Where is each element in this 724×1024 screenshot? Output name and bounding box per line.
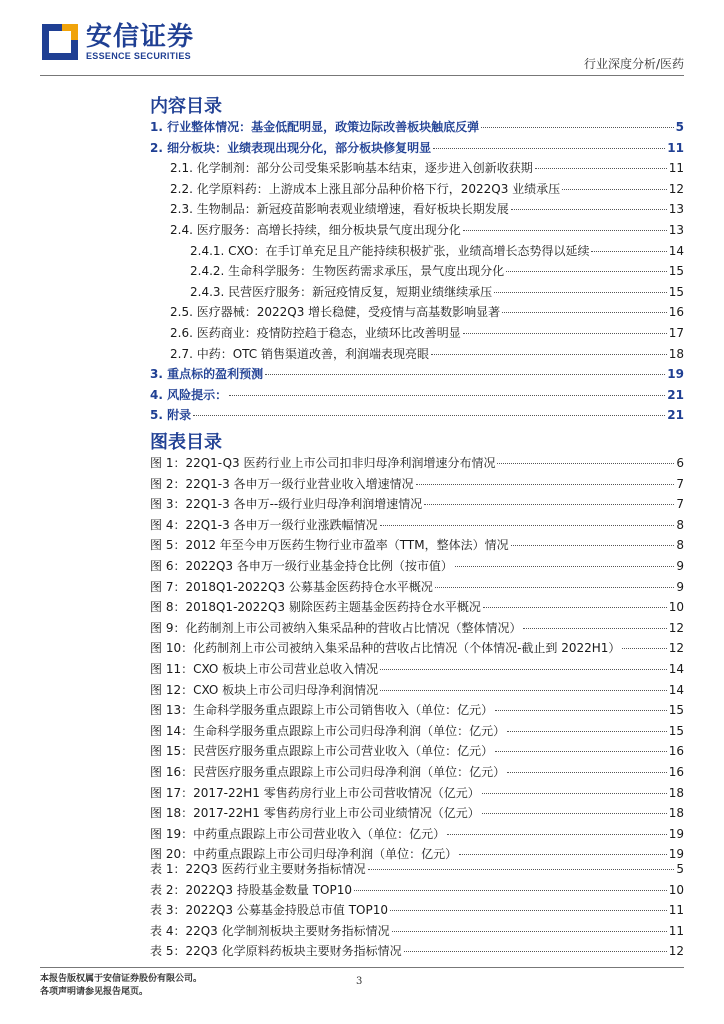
dot-leader	[463, 333, 667, 334]
dot-leader	[380, 525, 675, 526]
figure-entry[interactable]	[150, 804, 684, 825]
figure-entry-text: 图 3：22Q1-3 各申万--级行业归母净利润增速情况	[150, 497, 423, 512]
dot-leader	[535, 168, 667, 169]
toc-entry-page: 11	[667, 140, 684, 155]
dot-leader	[502, 312, 667, 313]
dot-leader	[507, 731, 667, 732]
figure-entry-text: 图 1：22Q1-Q3 医药行业上市公司扣非归母净利润增速分布情况	[150, 456, 496, 470]
table-entry[interactable]	[150, 860, 684, 881]
dot-leader	[495, 751, 667, 752]
toc-entry[interactable]	[150, 283, 684, 304]
figure-entry-page: 8	[676, 538, 684, 553]
table-entry-page: 11	[668, 903, 684, 918]
figure-entry-text: 图 20：中药重点跟踪上市公司归母净利润（单位：亿元）	[150, 847, 458, 862]
figure-entry[interactable]	[150, 495, 684, 516]
toc-entry-text: 2.5. 医疗器械：2022Q3 增长稳健，受疫情与高基数影响显著	[170, 305, 501, 320]
toc-entry[interactable]	[150, 345, 684, 366]
dot-leader	[380, 669, 667, 670]
toc-entry-page: 5	[675, 120, 684, 134]
dot-leader	[463, 230, 667, 231]
dot-leader	[404, 951, 667, 952]
toc-entry-text: 1. 行业整体情况：基金低配明显，政策边际改善板块触底反弹	[150, 120, 480, 134]
figure-entry[interactable]	[150, 516, 684, 537]
table-entry[interactable]	[150, 942, 684, 963]
figure-entry-page: 14	[668, 682, 684, 697]
figure-entry-text: 图 2：22Q1-3 各申万一级行业营业收入增速情况	[150, 476, 414, 491]
copyright-notice	[40, 973, 202, 999]
page-number: 3	[356, 976, 363, 987]
copyright-line: 本报告版权属于安信证券股份有限公司。	[40, 974, 203, 984]
toc-entry[interactable]	[150, 221, 684, 242]
figure-entry-page: 16	[668, 744, 684, 759]
figure-entry[interactable]	[150, 639, 684, 660]
table-entry-text: 表 3：2022Q3 公募基金持股总市值 TOP10	[150, 903, 388, 918]
report-type: 行业深度分析/医药	[583, 57, 684, 71]
toc-entry-page: 21	[667, 408, 684, 423]
toc-entry-page: 13	[668, 202, 684, 217]
figure-entry-text: 图 14：生命科学服务重点跟踪上市公司归母净利润（单位：亿元）	[150, 723, 506, 738]
table-entry-text: 表 1：22Q3 医药行业主要财务指标情况	[150, 862, 366, 876]
figure-entry-text: 图 4：22Q1-3 各申万一级行业涨跌幅情况	[150, 517, 378, 532]
figure-entry[interactable]	[150, 536, 684, 557]
toc-entry[interactable]	[150, 303, 684, 324]
company-name-cn: 安信证券	[86, 22, 195, 52]
dot-leader	[265, 374, 665, 375]
figure-entry-page: 7	[676, 476, 684, 491]
dot-leader	[431, 354, 667, 355]
company-logo	[40, 22, 194, 62]
figure-entry-text: 图 5：2012 年至今申万医药生物行业市盈率（TTM，整体法）情况	[150, 538, 509, 553]
toc-entry-page: 12	[668, 181, 684, 196]
toc-entry[interactable]	[150, 365, 684, 386]
figure-entry-text: 图 18：2017-22H1 零售药房行业上市公司业绩情况（亿元）	[150, 806, 480, 821]
toc-entry[interactable]	[150, 242, 684, 263]
toc-entry-text: 2.4. 医疗服务：高增长持续，细分板块景气度出现分化	[170, 222, 461, 237]
toc-entry-page: 19	[667, 367, 684, 382]
table-entry-text: 表 5：22Q3 化学原料药板块主要财务指标情况	[150, 944, 402, 959]
figure-entry-page: 19	[668, 826, 684, 841]
table-entry[interactable]	[150, 881, 684, 902]
footer-divider	[40, 967, 684, 968]
figure-entry-page: 12	[668, 641, 684, 656]
figure-entry[interactable]	[150, 660, 684, 681]
figure-entry[interactable]	[150, 619, 684, 640]
toc-entry-text: 2.1. 化学制剂：部分公司受集采影响基本结束，逐步进入创新收获期	[170, 161, 533, 176]
essence-logo-icon	[40, 22, 80, 62]
dot-leader	[424, 504, 674, 505]
dot-leader	[562, 189, 667, 190]
dot-leader	[523, 628, 666, 629]
toc-entry[interactable]	[150, 118, 684, 139]
toc-entry-page: 16	[668, 305, 684, 320]
dot-leader	[416, 484, 675, 485]
toc-entry-text: 2.3. 生物制品：新冠疫苗影响表观业绩增速，看好板块长期发展	[170, 202, 509, 217]
figure-entry-page: 8	[676, 517, 684, 532]
dot-leader	[433, 148, 665, 149]
dot-leader	[481, 127, 674, 128]
toc-entry-text: 2.4.2. 生命科学服务：生物医药需求承压，景气度出现分化	[190, 264, 505, 279]
figure-entry[interactable]	[150, 722, 684, 743]
dot-leader	[435, 587, 675, 588]
figure-entry-page: 10	[668, 600, 684, 615]
toc-entry[interactable]	[150, 324, 684, 345]
figure-entry-page: 14	[668, 661, 684, 676]
company-name-en: ESSENCE SECURITIES	[86, 51, 191, 61]
dot-leader	[390, 910, 667, 911]
dot-leader	[494, 292, 667, 293]
page-header	[0, 0, 724, 80]
figure-entry-text: 图 12：CXO 板块上市公司归母净利润情况	[150, 682, 379, 697]
toc-entry-page: 13	[668, 222, 684, 237]
toc-entry-text: 2.4.1. CXO：在手订单充足且产能持续积极扩张，业绩高增长态势得以延续	[190, 243, 590, 258]
dot-leader	[482, 813, 667, 814]
toc-entry-page: 15	[668, 284, 684, 299]
toc-entry[interactable]	[150, 200, 684, 221]
dot-leader	[622, 648, 666, 649]
figure-entry-page: 15	[668, 703, 684, 718]
dot-leader	[392, 931, 667, 932]
figure-entry-page: 7	[676, 497, 684, 512]
dot-leader	[455, 566, 674, 567]
table-entry[interactable]	[150, 922, 684, 943]
figures-list	[150, 454, 684, 866]
figure-entry-page: 18	[668, 806, 684, 821]
figure-entry[interactable]	[150, 784, 684, 805]
figure-entry-text: 图 10：化药制剂上市公司被纳入集采品种的营收占比情况（个体情况-截止到 2022H1）	[150, 641, 621, 656]
table-entry-text: 表 4：22Q3 化学制剂板块主要财务指标情况	[150, 923, 390, 938]
toc-entry[interactable]	[150, 180, 684, 201]
figure-entry[interactable]	[150, 701, 684, 722]
toc-entry[interactable]	[150, 262, 684, 283]
dot-leader	[507, 772, 667, 773]
figures-title: 图表目录	[150, 432, 222, 453]
table-entry-page: 5	[676, 862, 684, 876]
toc-entry-text: 5. 附录	[150, 408, 192, 423]
toc-list	[150, 118, 684, 427]
toc-entry-text: 2.7. 中药：OTC 销售渠道改善，利润端表现亮眼	[170, 346, 429, 361]
toc-entry-text: 2.4.3. 民营医疗服务：新冠疫情反复，短期业绩继续承压	[190, 284, 493, 299]
toc-entry-page: 17	[668, 325, 684, 340]
toc-entry-text: 2.6. 医药商业：疫情防控趋于稳态，业绩环比改善明显	[170, 325, 461, 340]
dot-leader	[368, 869, 675, 870]
figure-entry-page: 9	[676, 579, 684, 594]
toc-entry[interactable]	[150, 139, 684, 160]
table-entry-page: 12	[668, 944, 684, 959]
dot-leader	[354, 890, 667, 891]
table-entry-page: 10	[668, 882, 684, 897]
dot-leader	[483, 607, 667, 608]
figure-entry-page: 16	[668, 764, 684, 779]
figure-entry-page: 12	[668, 620, 684, 635]
figure-entry[interactable]	[150, 557, 684, 578]
dot-leader	[495, 710, 667, 711]
dot-leader	[511, 209, 667, 210]
toc-entry-text: 4. 风险提示：	[150, 387, 228, 402]
figure-entry-text: 图 7：2018Q1-2022Q3 公募基金医药持仓水平概况	[150, 579, 433, 594]
figure-entry-text: 图 16：民营医疗服务重点跟踪上市公司归母净利润（单位：亿元）	[150, 764, 506, 779]
toc-entry-page: 15	[668, 264, 684, 279]
toc-entry-page: 21	[667, 387, 684, 402]
toc-entry[interactable]	[150, 386, 684, 407]
toc-entry[interactable]	[150, 406, 684, 427]
figure-entry-text: 图 11：CXO 板块上市公司营业总收入情况	[150, 661, 379, 676]
disclaimer-line: 各项声明请参见报告尾页。	[40, 987, 149, 997]
dot-leader	[511, 545, 675, 546]
dot-leader	[591, 251, 666, 252]
figure-entry-page: 18	[668, 785, 684, 800]
table-entry-page: 11	[668, 923, 684, 938]
toc-entry-text: 2.2. 化学原料药：上游成本上涨且部分品种价格下行，2022Q3 业绩承压	[170, 181, 561, 196]
dot-leader	[380, 690, 667, 691]
figure-entry[interactable]	[150, 681, 684, 702]
figure-entry-text: 图 17：2017-22H1 零售药房行业上市公司营收情况（亿元）	[150, 785, 480, 800]
toc-entry-page: 14	[668, 243, 684, 258]
figure-entry-text: 图 19：中药重点跟踪上市公司营业收入（单位：亿元）	[150, 826, 446, 841]
dot-leader	[497, 463, 674, 464]
dot-leader	[459, 854, 667, 855]
toc-title: 内容目录	[150, 96, 222, 117]
dot-leader	[229, 395, 665, 396]
figure-entry[interactable]	[150, 454, 684, 475]
dot-leader	[193, 415, 665, 416]
figure-entry[interactable]	[150, 763, 684, 784]
toc-entry-text: 2. 细分板块：业绩表现出现分化，部分板块修复明显	[150, 140, 432, 155]
figure-entry[interactable]	[150, 825, 684, 846]
header-divider	[40, 75, 684, 76]
tables-list	[150, 860, 684, 963]
toc-entry-page: 11	[668, 161, 684, 176]
figure-entry-text: 图 6：2022Q3 各申万一级行业基金持仓比例（按市值）	[150, 558, 453, 573]
figure-entry-text: 图 15：民营医疗服务重点跟踪上市公司营业收入（单位：亿元）	[150, 744, 494, 759]
figure-entry-page: 9	[676, 558, 684, 573]
toc-entry-page: 18	[668, 346, 684, 361]
figure-entry-page: 15	[668, 723, 684, 738]
table-entry-text: 表 2：2022Q3 持股基金数量 TOP10	[150, 882, 352, 897]
figure-entry-page: 6	[676, 456, 684, 470]
dot-leader	[482, 793, 667, 794]
dot-leader	[447, 834, 667, 835]
dot-leader	[506, 271, 667, 272]
toc-entry-text: 3. 重点标的盈利预测	[150, 367, 264, 382]
figure-entry-text: 图 9：化药制剂上市公司被纳入集采品种的营收占比情况（整体情况）	[150, 620, 522, 635]
figure-entry[interactable]	[150, 742, 684, 763]
figure-entry[interactable]	[150, 598, 684, 619]
figure-entry[interactable]	[150, 475, 684, 496]
table-entry[interactable]	[150, 901, 684, 922]
figure-entry-text: 图 13：生命科学服务重点跟踪上市公司销售收入（单位：亿元）	[150, 703, 494, 718]
figure-entry-text: 图 8：2018Q1-2022Q3 剔除医药主题基金医药持仓水平概况	[150, 600, 481, 615]
figure-entry[interactable]	[150, 578, 684, 599]
toc-entry[interactable]	[150, 159, 684, 180]
figure-entry-page: 19	[668, 847, 684, 862]
